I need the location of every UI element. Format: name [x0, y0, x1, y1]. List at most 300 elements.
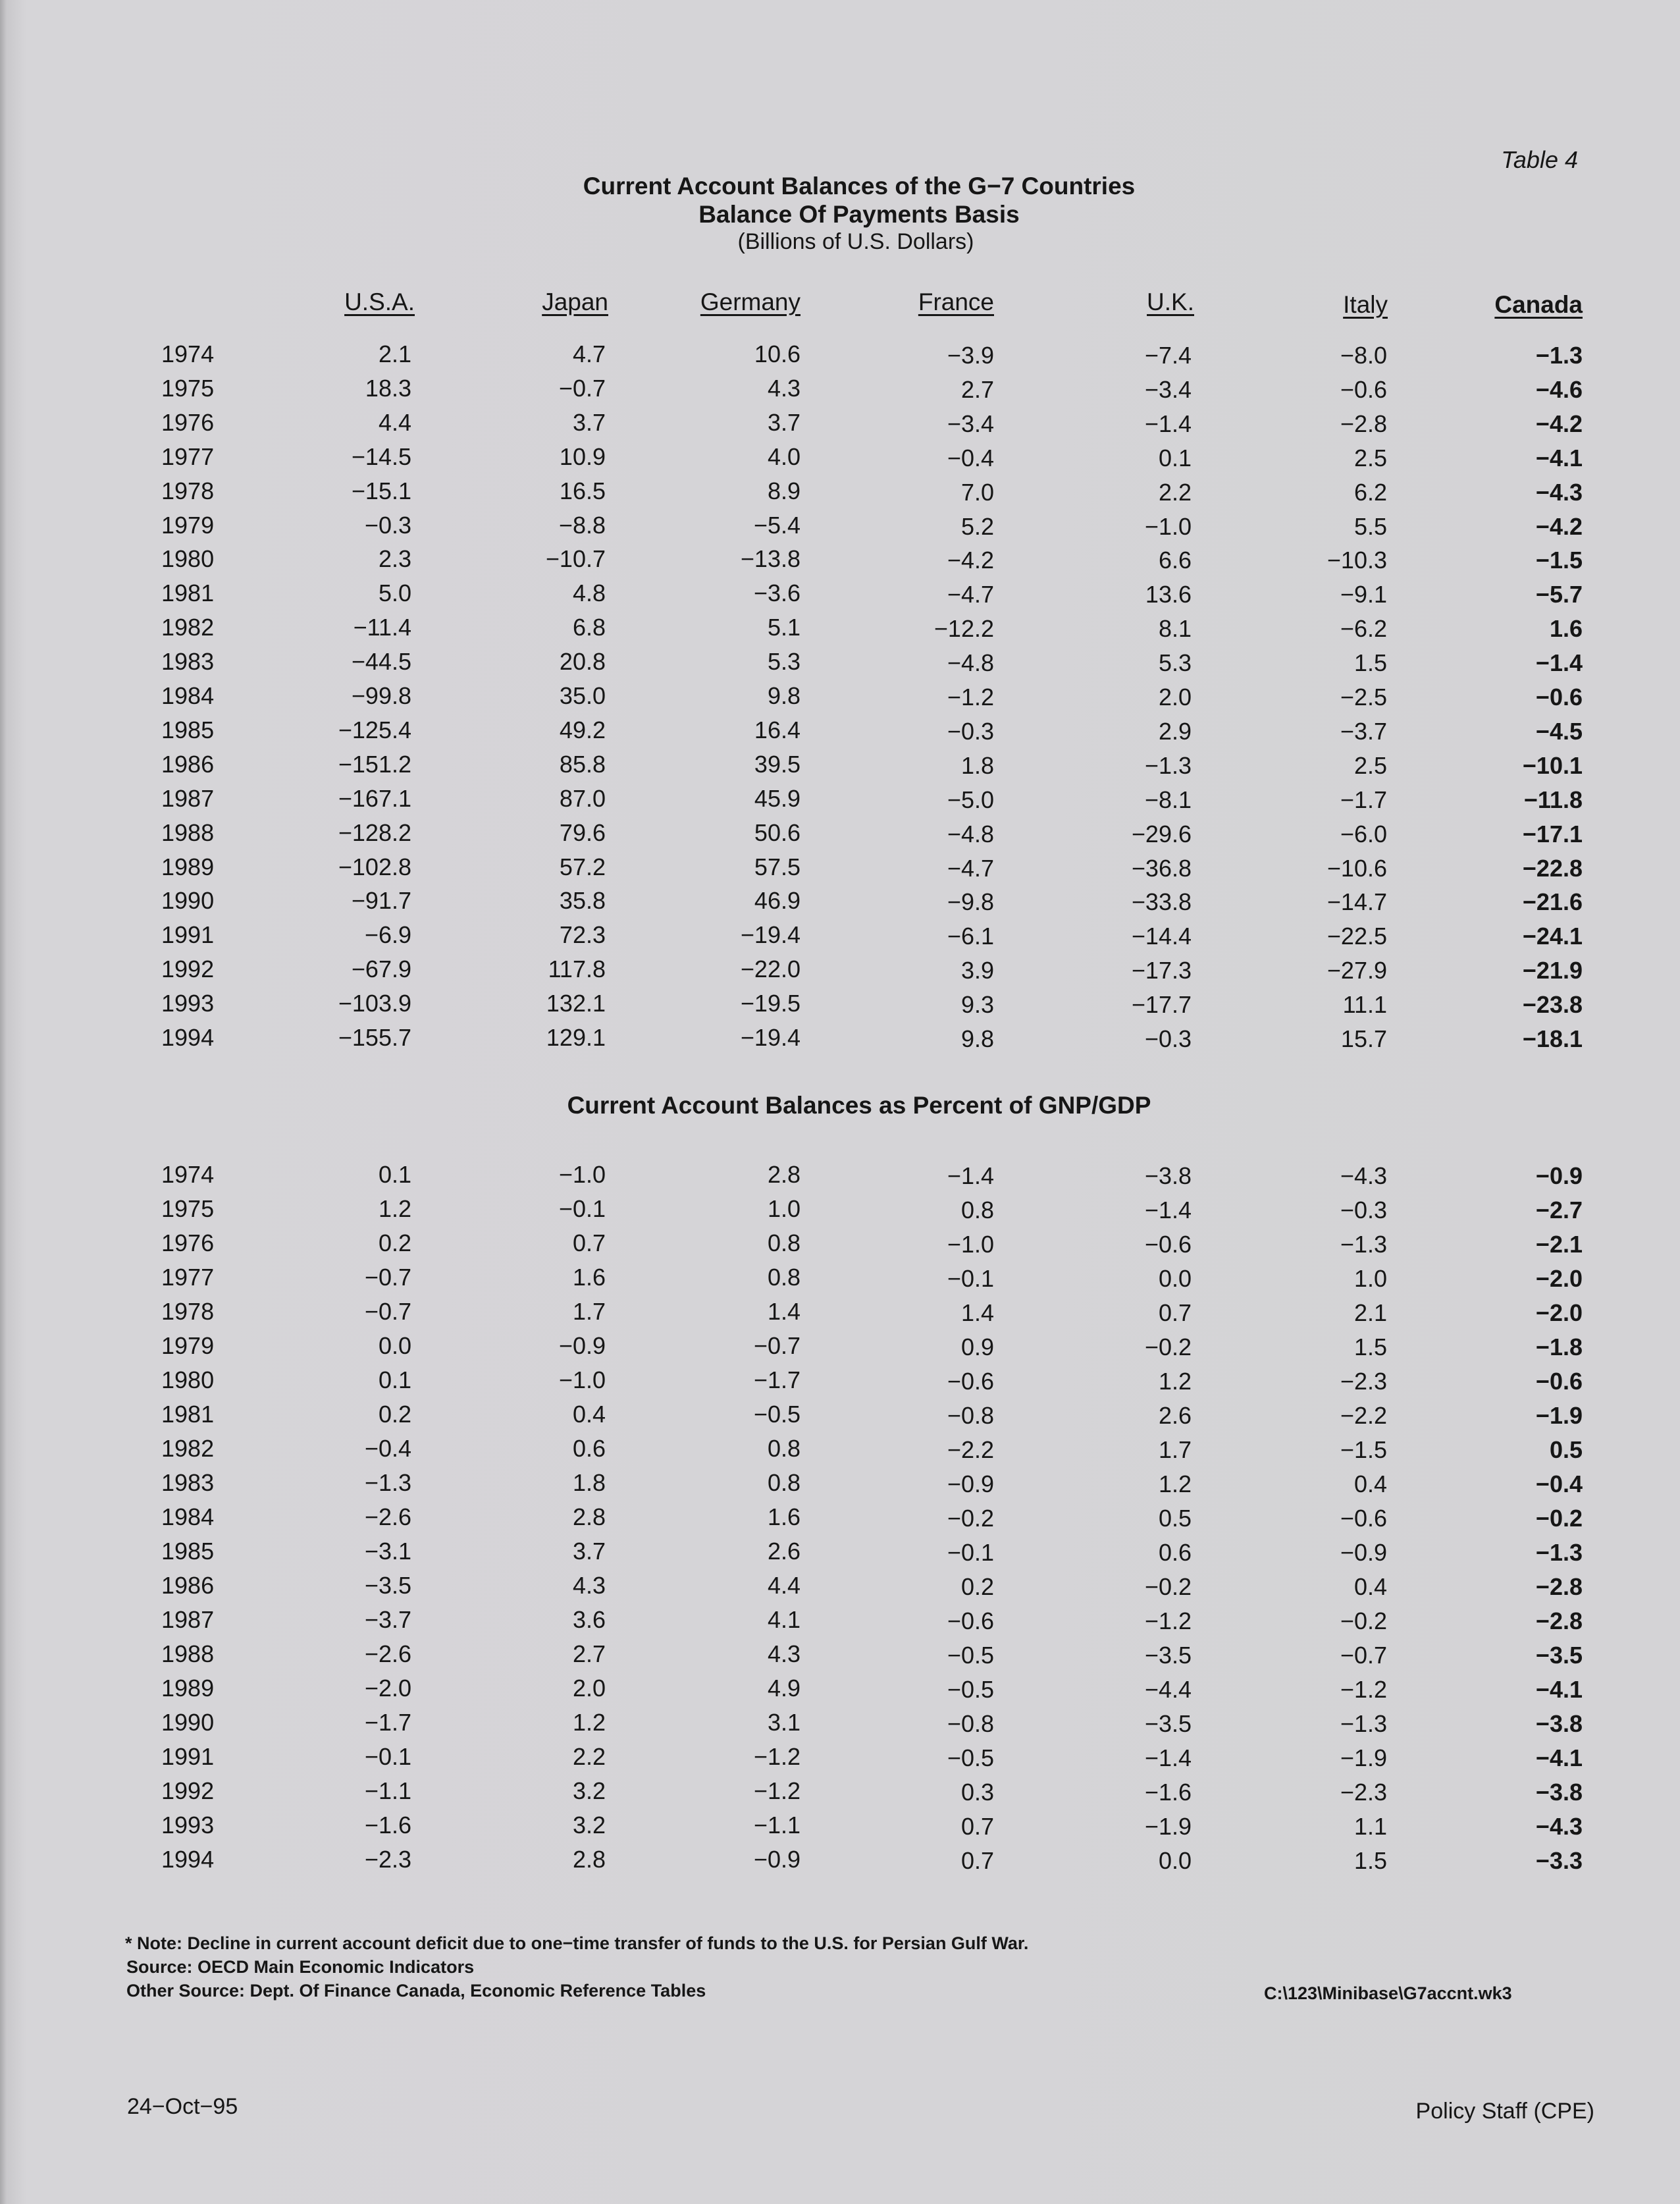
year-cell: 1978: [161, 477, 215, 504]
cell-canada: −18.1: [1522, 1025, 1583, 1052]
cell-usa: 5.0: [378, 579, 411, 607]
cell-usa: −15.1: [351, 477, 411, 504]
cell-germany: 2.8: [767, 1161, 801, 1188]
year-cell: 1989: [161, 853, 215, 880]
cell-germany: −3.6: [753, 579, 801, 607]
cell-italy: −2.3: [1340, 1368, 1387, 1395]
cell-canada: −23.8: [1522, 991, 1583, 1019]
cell-france: 7.0: [960, 478, 994, 506]
table-row: [0, 1024, 1680, 1058]
cell-japan: 10.9: [559, 443, 606, 470]
cell-germany: 46.9: [754, 887, 801, 915]
cell-france: 1.4: [960, 1299, 994, 1326]
cell-italy: −1.3: [1340, 1231, 1387, 1258]
table-row: [0, 853, 1680, 888]
page-title: Current Account Balances of the G−7 Countries: [583, 173, 1136, 200]
cell-canada: −4.1: [1535, 1676, 1583, 1703]
cell-france: −0.6: [947, 1607, 994, 1634]
cell-france: −0.3: [947, 717, 994, 745]
cell-italy: −3.7: [1340, 717, 1387, 745]
cell-canada: 0.5: [1549, 1436, 1583, 1463]
cell-japan: 0.7: [572, 1229, 606, 1256]
cell-germany: 0.8: [767, 1469, 801, 1496]
cell-usa: −151.2: [338, 750, 411, 778]
cell-italy: −2.2: [1340, 1402, 1387, 1429]
cell-germany: 0.8: [767, 1435, 801, 1462]
cell-usa: −91.7: [351, 887, 411, 915]
cell-japan: 3.7: [572, 1538, 606, 1565]
cell-france: 9.8: [960, 1025, 994, 1052]
cell-uk: −4.4: [1144, 1676, 1192, 1703]
cell-japan: −0.1: [558, 1195, 606, 1222]
table-row: [0, 1777, 1680, 1812]
table-row: [0, 579, 1680, 614]
cell-canada: −4.2: [1535, 512, 1583, 540]
cell-canada: −22.8: [1522, 854, 1583, 882]
cell-uk: 0.7: [1158, 1299, 1192, 1326]
cell-canada: −3.5: [1535, 1642, 1583, 1669]
year-cell: 1986: [161, 1572, 215, 1599]
cell-france: 1.8: [960, 751, 994, 779]
cell-france: −0.9: [947, 1470, 994, 1497]
cell-france: 5.2: [960, 512, 994, 540]
table-row: [0, 1538, 1680, 1572]
table-row: [0, 1812, 1680, 1846]
cell-usa: −103.9: [338, 990, 411, 1017]
cell-italy: −10.6: [1326, 854, 1387, 882]
cell-usa: 2.3: [378, 545, 411, 573]
year-cell: 1986: [161, 750, 215, 778]
cell-france: −1.2: [947, 684, 994, 711]
cell-germany: −0.7: [753, 1332, 801, 1359]
cell-italy: 2.5: [1353, 751, 1387, 779]
table-row: [0, 682, 1680, 716]
cell-canada: −0.9: [1535, 1162, 1583, 1189]
year-cell: 1992: [161, 1777, 215, 1804]
cell-germany: 45.9: [754, 784, 801, 812]
cell-france: −4.7: [947, 581, 994, 608]
file-path: C:\123\Minibase\G7accnt.wk3: [1264, 1983, 1512, 2003]
cell-japan: 4.3: [572, 1572, 606, 1599]
cell-italy: −0.9: [1340, 1539, 1387, 1566]
cell-italy: −0.3: [1340, 1196, 1387, 1223]
cell-germany: −22.0: [740, 955, 801, 983]
cell-uk: −17.7: [1131, 991, 1192, 1019]
cell-uk: 0.5: [1158, 1505, 1192, 1532]
year-cell: 1994: [161, 1024, 215, 1051]
cell-japan: 72.3: [559, 921, 606, 949]
cell-france: −1.4: [947, 1162, 994, 1189]
cell-usa: −14.5: [351, 443, 411, 470]
cell-france: 0.3: [960, 1779, 994, 1806]
cell-germany: 16.4: [754, 716, 801, 743]
cell-usa: −1.1: [364, 1777, 411, 1804]
cell-germany: 5.3: [767, 648, 801, 676]
cell-canada: −3.8: [1535, 1779, 1583, 1806]
cell-japan: 4.7: [572, 340, 606, 367]
cell-usa: 4.4: [378, 408, 411, 436]
cell-canada: −0.6: [1535, 684, 1583, 711]
cell-usa: −0.7: [364, 1298, 411, 1325]
cell-france: −3.9: [947, 342, 994, 369]
cell-japan: 3.2: [572, 1812, 606, 1839]
table-row: [0, 409, 1680, 443]
cell-canada: 1.6: [1549, 615, 1583, 643]
year-cell: 1985: [161, 1538, 215, 1565]
table-row: [0, 1264, 1680, 1298]
cell-france: 9.3: [960, 991, 994, 1019]
cell-germany: −19.5: [740, 990, 801, 1017]
cell-uk: −7.4: [1144, 342, 1192, 369]
cell-germany: 39.5: [754, 750, 801, 778]
cell-italy: −10.3: [1326, 547, 1387, 574]
cell-usa: −3.5: [364, 1572, 411, 1599]
cell-france: −12.2: [933, 615, 994, 643]
cell-usa: −1.6: [364, 1812, 411, 1839]
cell-usa: 18.3: [365, 374, 411, 402]
cell-usa: 0.1: [378, 1161, 411, 1188]
cell-japan: −0.9: [558, 1332, 606, 1359]
table-row: [0, 1640, 1680, 1675]
cell-canada: −5.7: [1535, 581, 1583, 608]
col-header-germany: Germany: [700, 288, 801, 315]
cell-japan: 79.6: [559, 819, 606, 846]
cell-canada: −21.6: [1522, 888, 1583, 916]
year-cell: 1979: [161, 511, 215, 539]
year-cell: 1977: [161, 443, 215, 470]
cell-canada: −2.0: [1535, 1299, 1583, 1326]
cell-usa: −155.7: [338, 1024, 411, 1051]
year-cell: 1990: [161, 1709, 215, 1736]
cell-canada: −11.8: [1523, 786, 1583, 813]
cell-japan: 3.7: [572, 408, 606, 436]
table-number: Table 4: [1501, 146, 1578, 173]
year-cell: 1982: [161, 1435, 215, 1462]
cell-japan: −1.0: [558, 1161, 606, 1188]
cell-france: −5.0: [947, 786, 994, 813]
col-header-france: France: [918, 288, 994, 315]
cell-uk: −3.5: [1144, 1642, 1192, 1669]
cell-italy: 15.7: [1340, 1025, 1387, 1052]
cell-france: −3.4: [947, 410, 994, 437]
cell-canada: −4.1: [1535, 444, 1583, 471]
cell-germany: 1.6: [767, 1503, 801, 1530]
cell-france: −0.5: [947, 1642, 994, 1669]
year-cell: 1988: [161, 819, 215, 846]
cell-japan: 2.0: [572, 1675, 606, 1702]
cell-usa: −2.3: [364, 1846, 411, 1873]
cell-germany: 50.6: [754, 819, 801, 846]
cell-uk: −8.1: [1144, 786, 1192, 813]
cell-italy: 1.5: [1353, 1847, 1387, 1874]
table-row: [0, 1332, 1680, 1366]
year-cell: 1985: [161, 716, 215, 743]
cell-italy: −0.6: [1340, 375, 1387, 403]
cell-japan: −8.8: [558, 511, 606, 539]
cell-canada: −4.1: [1535, 1744, 1583, 1771]
cell-usa: −0.7: [364, 1264, 411, 1291]
cell-uk: −1.9: [1144, 1813, 1192, 1840]
cell-japan: 1.7: [572, 1298, 606, 1325]
cell-italy: 1.5: [1353, 1333, 1387, 1360]
table-row: [0, 1229, 1680, 1264]
cell-usa: 0.2: [378, 1229, 411, 1256]
cell-uk: 0.0: [1158, 1265, 1192, 1292]
source-line: Source: OECD Main Economic Indicators: [126, 1957, 475, 1977]
cell-uk: −0.6: [1144, 1231, 1192, 1258]
year-cell: 1977: [161, 1264, 215, 1291]
year-cell: 1992: [161, 955, 215, 983]
table-row: [0, 1435, 1680, 1469]
cell-france: −4.8: [947, 820, 994, 847]
year-cell: 1980: [161, 545, 215, 573]
year-cell: 1978: [161, 1298, 215, 1325]
year-cell: 1987: [161, 1606, 215, 1633]
cell-germany: −1.7: [753, 1366, 801, 1393]
cell-japan: 117.8: [548, 955, 606, 983]
section-title-percent: Current Account Balances as Percent of GNP/GDP: [567, 1092, 1151, 1119]
table-row: [0, 716, 1680, 751]
col-header-usa: U.S.A.: [344, 288, 415, 315]
table-row: [0, 955, 1680, 990]
cell-japan: 2.7: [572, 1640, 606, 1667]
cell-japan: 1.6: [572, 1264, 606, 1291]
year-cell: 1980: [161, 1366, 215, 1393]
cell-japan: 20.8: [559, 648, 606, 676]
cell-japan: −0.7: [558, 374, 606, 402]
cell-japan: 3.2: [572, 1777, 606, 1804]
cell-usa: 0.0: [378, 1332, 411, 1359]
cell-usa: −44.5: [351, 648, 411, 676]
cell-germany: −0.5: [753, 1401, 801, 1428]
cell-italy: 11.1: [1342, 991, 1387, 1019]
cell-uk: −1.4: [1144, 410, 1192, 437]
cell-uk: 5.3: [1158, 649, 1192, 677]
cell-canada: −3.3: [1535, 1847, 1583, 1874]
cell-germany: −1.1: [753, 1812, 801, 1839]
table-row: [0, 990, 1680, 1024]
cell-uk: −1.2: [1144, 1607, 1192, 1634]
cell-canada: −1.9: [1535, 1402, 1583, 1429]
cell-germany: 2.6: [767, 1538, 801, 1565]
cell-japan: 49.2: [559, 716, 606, 743]
table-row: [0, 1846, 1680, 1880]
cell-germany: −1.2: [753, 1743, 801, 1770]
table-row: [0, 1161, 1680, 1195]
cell-germany: −13.8: [740, 545, 801, 573]
cell-canada: −24.1: [1522, 923, 1583, 950]
cell-uk: −29.6: [1131, 820, 1192, 847]
cell-usa: 1.2: [378, 1195, 411, 1222]
year-cell: 1982: [161, 614, 215, 641]
cell-italy: −2.5: [1340, 684, 1387, 711]
cell-uk: 6.6: [1158, 547, 1192, 574]
cell-germany: 57.5: [754, 853, 801, 880]
cell-usa: −1.7: [364, 1709, 411, 1736]
year-cell: 1981: [161, 579, 215, 607]
cell-usa: −0.1: [364, 1743, 411, 1770]
cell-france: 0.7: [960, 1847, 994, 1874]
cell-italy: 1.1: [1353, 1813, 1387, 1840]
cell-uk: 0.6: [1158, 1539, 1192, 1566]
cell-japan: 85.8: [559, 750, 606, 778]
cell-japan: 2.8: [572, 1846, 606, 1873]
cell-japan: 57.2: [559, 853, 606, 880]
cell-usa: −2.0: [364, 1675, 411, 1702]
cell-france: −0.5: [947, 1676, 994, 1703]
table-row: [0, 648, 1680, 682]
cell-uk: −1.3: [1144, 751, 1192, 779]
year-cell: 1989: [161, 1675, 215, 1702]
cell-italy: −6.0: [1340, 820, 1387, 847]
cell-italy: 1.0: [1353, 1265, 1387, 1292]
cell-usa: −2.6: [364, 1503, 411, 1530]
cell-japan: 35.0: [559, 682, 606, 709]
year-cell: 1994: [161, 1846, 215, 1873]
cell-japan: 3.6: [572, 1606, 606, 1633]
staff-label: Policy Staff (CPE): [1415, 2099, 1594, 2124]
document-date: 24−Oct−95: [127, 2094, 238, 2119]
table-row: [0, 614, 1680, 648]
cell-uk: −36.8: [1131, 854, 1192, 882]
cell-france: −1.0: [947, 1231, 994, 1258]
cell-canada: −4.2: [1535, 410, 1583, 437]
cell-italy: −8.0: [1340, 342, 1387, 369]
cell-usa: −2.6: [364, 1640, 411, 1667]
cell-germany: 9.8: [767, 682, 801, 709]
cell-france: −0.1: [947, 1265, 994, 1292]
year-cell: 1988: [161, 1640, 215, 1667]
cell-usa: −99.8: [351, 682, 411, 709]
table-row: [0, 1366, 1680, 1401]
cell-germany: 0.8: [767, 1229, 801, 1256]
year-cell: 1991: [161, 1743, 215, 1770]
cell-germany: 4.3: [767, 1640, 801, 1667]
table-row: [0, 1572, 1680, 1606]
cell-germany: −19.4: [740, 1024, 801, 1051]
cell-france: −0.8: [947, 1710, 994, 1737]
cell-uk: 13.6: [1145, 581, 1192, 608]
col-header-uk: U.K.: [1147, 288, 1194, 315]
cell-france: −4.8: [947, 649, 994, 677]
cell-france: −4.7: [947, 854, 994, 882]
year-cell: 1975: [161, 1195, 215, 1222]
cell-canada: −2.8: [1535, 1607, 1583, 1634]
cell-uk: −1.0: [1144, 512, 1192, 540]
cell-germany: 3.7: [767, 408, 801, 436]
cell-italy: 6.2: [1353, 478, 1387, 506]
table-row: [0, 1743, 1680, 1777]
cell-germany: 5.1: [767, 614, 801, 641]
cell-canada: −4.6: [1535, 375, 1583, 403]
cell-uk: −1.6: [1144, 1779, 1192, 1806]
table-row: [0, 1298, 1680, 1332]
table-row: [0, 1469, 1680, 1503]
year-cell: 1975: [161, 374, 215, 402]
cell-italy: 2.1: [1353, 1299, 1387, 1326]
cell-japan: −10.7: [545, 545, 606, 573]
cell-usa: −125.4: [338, 716, 411, 743]
col-header-italy: Italy: [1343, 291, 1388, 318]
cell-japan: 1.8: [572, 1469, 606, 1496]
cell-canada: −2.0: [1535, 1265, 1583, 1292]
year-cell: 1983: [161, 1469, 215, 1496]
cell-canada: −0.6: [1535, 1368, 1583, 1395]
cell-italy: 5.5: [1353, 512, 1387, 540]
cell-uk: −0.2: [1144, 1333, 1192, 1360]
cell-italy: −1.3: [1340, 1710, 1387, 1737]
cell-usa: −0.3: [364, 511, 411, 539]
year-cell: 1974: [161, 340, 215, 367]
cell-italy: −4.3: [1340, 1162, 1387, 1189]
cell-france: 0.9: [960, 1333, 994, 1360]
cell-italy: −6.2: [1340, 615, 1387, 643]
cell-italy: 2.5: [1353, 444, 1387, 471]
cell-uk: −0.2: [1144, 1573, 1192, 1600]
year-cell: 1993: [161, 1812, 215, 1839]
cell-germany: −0.9: [753, 1846, 801, 1873]
cell-uk: 2.0: [1158, 684, 1192, 711]
table-row: [0, 1503, 1680, 1538]
cell-germany: 4.9: [767, 1675, 801, 1702]
cell-france: −0.6: [947, 1368, 994, 1395]
year-cell: 1987: [161, 784, 215, 812]
cell-canada: −2.7: [1535, 1196, 1583, 1223]
cell-uk: 8.1: [1158, 615, 1192, 643]
table-row: [0, 1709, 1680, 1743]
cell-france: −0.5: [947, 1744, 994, 1771]
cell-italy: −0.6: [1340, 1505, 1387, 1532]
year-cell: 1979: [161, 1332, 215, 1359]
year-cell: 1990: [161, 887, 215, 915]
cell-usa: 2.1: [378, 340, 411, 367]
table-row: [0, 751, 1680, 785]
table-row: [0, 1401, 1680, 1435]
cell-japan: 2.2: [572, 1743, 606, 1770]
cell-italy: 1.5: [1353, 649, 1387, 677]
cell-japan: 16.5: [559, 477, 606, 504]
cell-japan: 4.8: [572, 579, 606, 607]
cell-uk: 2.9: [1158, 717, 1192, 745]
cell-canada: −4.5: [1535, 717, 1583, 745]
cell-uk: 1.7: [1158, 1436, 1192, 1463]
table-row: [0, 375, 1680, 409]
year-cell: 1983: [161, 648, 215, 676]
year-cell: 1991: [161, 921, 215, 949]
table-row: [0, 545, 1680, 579]
col-header-canada: Canada: [1494, 291, 1583, 318]
cell-uk: −33.8: [1131, 888, 1192, 916]
cell-uk: 1.2: [1158, 1368, 1192, 1395]
cell-italy: 0.4: [1353, 1470, 1387, 1497]
cell-canada: −0.2: [1535, 1505, 1583, 1532]
cell-canada: −1.5: [1535, 547, 1583, 574]
cell-japan: −1.0: [558, 1366, 606, 1393]
cell-canada: −2.8: [1535, 1573, 1583, 1600]
year-cell: 1984: [161, 1503, 215, 1530]
cell-usa: −167.1: [338, 784, 411, 812]
year-cell: 1993: [161, 990, 215, 1017]
cell-usa: −1.3: [364, 1469, 411, 1496]
cell-uk: 0.0: [1158, 1847, 1192, 1874]
cell-canada: −2.1: [1535, 1231, 1583, 1258]
cell-france: −0.1: [947, 1539, 994, 1566]
table-row: [0, 819, 1680, 853]
cell-canada: −17.1: [1522, 820, 1583, 847]
cell-france: −2.2: [947, 1436, 994, 1463]
cell-uk: −3.5: [1144, 1710, 1192, 1737]
cell-italy: −2.3: [1340, 1779, 1387, 1806]
